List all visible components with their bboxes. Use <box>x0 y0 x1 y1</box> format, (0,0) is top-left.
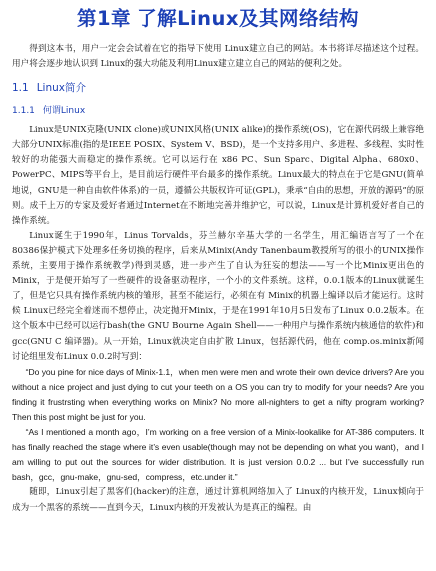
subsection-number: 1.1.1 <box>12 106 35 117</box>
subsection-heading <box>12 105 424 118</box>
body-paragraph: Linux是UNIX克隆(UNIX clone)或UNIX风格(UNIX alike)的操作系统(OS)，它在源代码级上兼容绝大部分UNIX标准(指的是IEEE POSIX、System V、BSD)，是一个支持多用户、多进程、多线程、实时性较好的功能强大而稳定的操作系统。它可以运行在 x86 PC、Sun Sparc、Digital Alpha、680x0、PowerPC、MIPS等平台上，是目前运行硬件平台最多的操作系统。Linux最大的特点在于它是GNU(简单地说，GNU是一种自由软件体系)的一员，遵循公共版权许可证(GPL)，秉承“自由的思想，开放的源码”的原则。成千上万的专家及爱好者通过Internet在不断地完善并维护它，可以说，Linux是计算机爱好者自己的操作系统。 <box>12 125 424 226</box>
subsection-title-text: 何谓Linux <box>42 106 86 117</box>
section-title-text: Linux简介 <box>36 82 86 95</box>
section-heading <box>12 81 424 95</box>
section-number: 1.1 <box>12 82 29 95</box>
closing-paragraph: 随即，Linux引起了黑客们(hacker)的注意，通过计算机网络加入了 Linux的内核开发，Linux倾向于成为一个黑客的系统——直到今天，Linux内核的开发被认为是真正的编程。由 <box>12 487 424 513</box>
chapter-title <box>12 6 424 32</box>
quote-paragraph: “Do you pine for nice days of Minix-1.1，when men were men and wrote their own device drivers? Are you without a nice project and just dying to cut your teeth on a OS you can try to modify for your needs? Are you finding it frustrsting when everything works on Minix? No more all-nighters to get a nifty program working? Then this post might be just for you. <box>12 366 424 422</box>
quote-paragraph: “As I mentioned a month ago，I’m working on a free version of a Minix-lookalike for AT-386 computers. It has finally reached the stage where it’s even usable(though may not be depending on what you want)，and I am willing to put out the sources for wider distribution. It is just version 0.0.2 ... but I’ve successfully run bash，gcc，gnu-make，gnu-sed，compress，etc.under it.” <box>12 427 424 483</box>
body-paragraph: Linux诞生于1990年，Linus Torvalds，芬兰赫尔辛基大学的一名学生，用汇编语言写了一个在80386保护模式下处理多任务切换的程序，后来从Minix(Andy Tanenbaum教授所写的很小的UNIX操作系统，主要用于操作系统教学)得到灵感，进一步产生了自认为狂妄的想法——写一个比Minix更出色的Minix，于是便开始写了一些硬件的设备驱动程序，一个小的文件系统。这样，0.0.1版本的Linux就诞生了，但是它只具有操作系统内核的雏形，甚至不能运行，必须在有 Minix的机器上编译以后才能运行。这时候 Linux已经完全着迷而不想停止，决定抛开Minix，于是在1991年10月5日发布了Linux 0.0.2版本。在这个版本中已经可以运行bash(the GNU Bourne Again Shell——一种用户与操作系统内核通信的软件)和gcc(GNU C 编译器)。从一开始，Linux就决定自由扩散 Linux，包括源代码，他在 comp.os.minix新闻讨论组里发布Linux 0.0.2时写到： <box>12 230 424 362</box>
chapter-title-text: 了解Linux及其网络结构 <box>137 7 360 30</box>
chapter-number: 第1章 <box>76 7 132 30</box>
intro-paragraph: 得到这本书，用户一定会会试着在它的指导下使用 Linux建立自己的网站。本书将详尽描述这个过程。用户将会逐步地认识到 Linux的强大功能及利用Linux建立建立自己的网站的便利之处。 <box>12 44 424 70</box>
